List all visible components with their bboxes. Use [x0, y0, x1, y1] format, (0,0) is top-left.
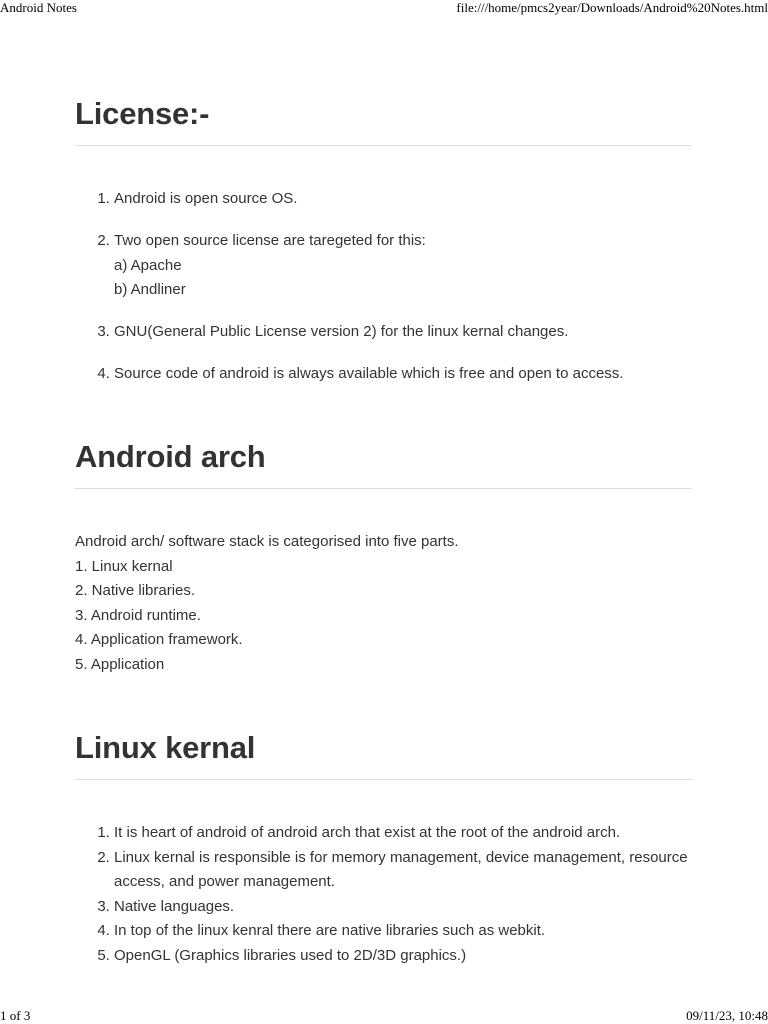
- license-list: [75, 187, 692, 387]
- list-item-text: Linux kernal is responsible is for memory management, device management, resource access, and power management.: [114, 848, 688, 890]
- list-item: [114, 895, 692, 920]
- sub-item: b) Andliner: [114, 281, 186, 298]
- linux-kernal-list: [75, 821, 692, 968]
- heading-android-arch: Android arch: [75, 439, 266, 474]
- arch-line: 1. Linux kernal: [75, 557, 173, 575]
- sub-item: a) Apache: [114, 256, 182, 274]
- list-item-text: In top of the linux kenral there are native libraries such as webkit.: [114, 922, 546, 939]
- list-item-text: GNU(General Public License version 2) for the linux kernal changes.: [114, 323, 569, 340]
- list-item-text: Two open source license are taregeted for this:: [114, 232, 426, 249]
- heading-license: License:-: [75, 96, 210, 131]
- list-item: [114, 944, 692, 969]
- list-item-text: Android is open source OS.: [114, 190, 298, 207]
- arch-line: 5. Application: [75, 655, 165, 673]
- print-header-url: file:///home/pmcs2year/Downloads/Android%20Notes.html: [456, 0, 768, 15]
- list-item: [114, 846, 692, 895]
- list-item: [114, 320, 692, 345]
- list-item-text: It is heart of android of android arch that exist at the root of the android arch.: [114, 824, 621, 841]
- license-list-container: [75, 187, 692, 387]
- arch-line: 3. Android runtime.: [75, 606, 201, 624]
- list-item: [114, 821, 692, 846]
- list-item-text: OpenGL (Graphics libraries used to 2D/3D graphics.): [114, 946, 467, 964]
- list-item: [114, 187, 692, 212]
- print-datetime: 09/11/23, 10:48: [686, 1008, 768, 1023]
- list-item: [114, 919, 692, 944]
- print-header-title: Android Notes: [0, 0, 77, 15]
- heading-divider: [75, 779, 692, 780]
- android-arch-text: [75, 530, 692, 677]
- linux-kernal-list-container: [75, 821, 692, 968]
- arch-intro: Android arch/ software stack is categorised into five parts.: [75, 533, 459, 550]
- list-item-text: Source code of android is always available which is free and open to access.: [114, 365, 624, 382]
- arch-line: 2. Native libraries.: [75, 582, 196, 599]
- heading-linux-kernal: Linux kernal: [75, 730, 256, 765]
- heading-divider: [75, 145, 692, 146]
- print-header: [0, 0, 768, 16]
- arch-line: 4. Application framework.: [75, 631, 243, 648]
- heading-divider: [75, 488, 692, 489]
- list-item: [114, 362, 692, 387]
- print-footer: [0, 1008, 768, 1024]
- page-number: 1 of 3: [0, 1008, 31, 1023]
- list-item: [114, 229, 692, 303]
- list-item-text: Native languages.: [114, 897, 235, 915]
